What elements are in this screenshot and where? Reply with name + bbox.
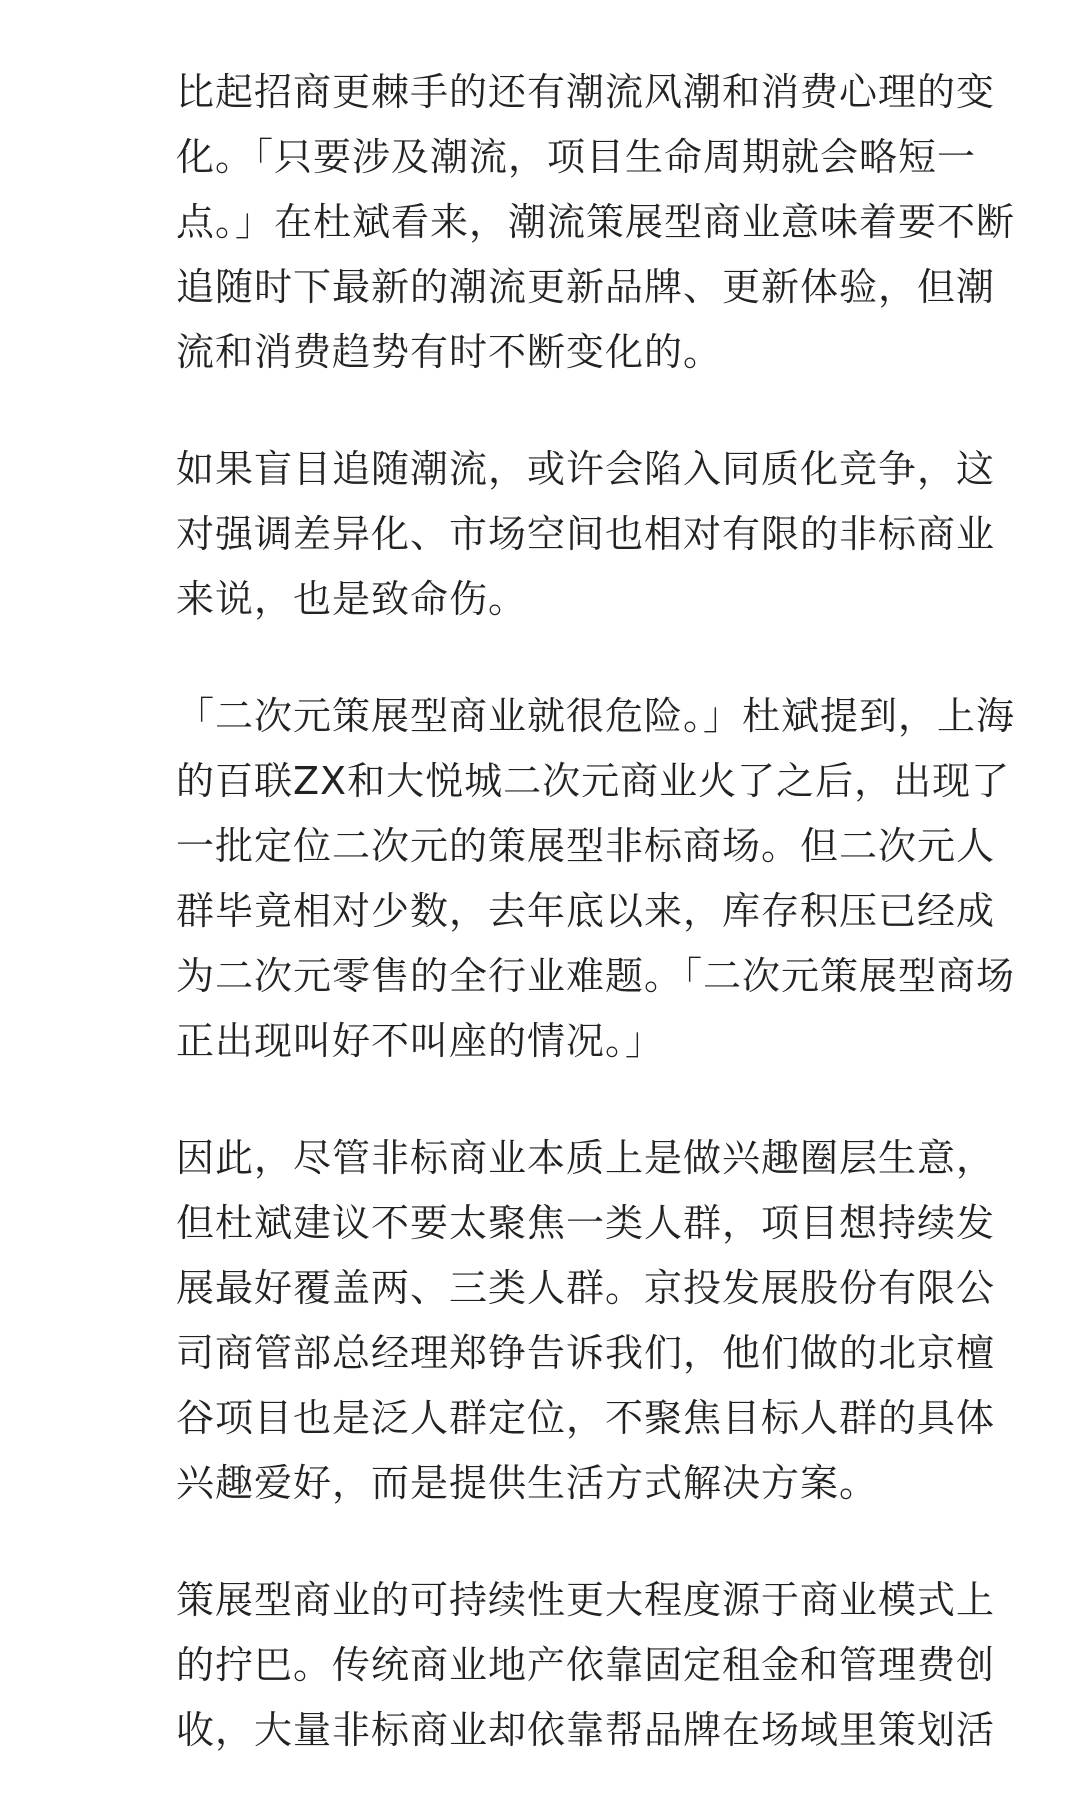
article-paragraph: 策展型商业的可持续性更大程度源于商业模式上的拧巴。传统商业地产依靠固定租金和管理费创收，大量非标商业却依靠帮品牌在场域里策划活: [176, 1578, 996, 1752]
article-paragraph: 「二次元策展型商业就很危险。」杜斌提到，上海的百联ZX和大悦城二次元商业火了之后，出现了一批定位二次元的策展型非标商场。但二次元人群毕竟相对少数，去年底以来，库存积压已经成为二次元零售的全行业难题。「二次元策展型商场正出现叫好不叫座的情况。」: [176, 694, 1016, 1063]
article-paragraph: 因此，尽管非标商业本质上是做兴趣圈层生意，但杜斌建议不要太聚焦一类人群，项目想持续发展最好覆盖两、三类人群。京投发展股份有限公司商管部总经理郑铮告诉我们，他们做的北京檀谷项目也是泛人群定位，不聚焦目标人群的具体兴趣爱好，而是提供生活方式解决方案。: [176, 1136, 996, 1505]
article-paragraph: 比起招商更棘手的还有潮流风潮和消费心理的变化。「只要涉及潮流，项目生命周期就会略短一点。」在杜斌看来，潮流策展型商业意味着要不断追随时下最新的潮流更新品牌、更新体验，但潮流和消费趋势有时不断变化的。: [176, 70, 1016, 374]
article-paragraph: 如果盲目追随潮流，或许会陷入同质化竞争，这对强调差异化、市场空间也相对有限的非标商业来说，也是致命伤。: [176, 447, 996, 621]
article-body: [176, 60, 1026, 1815]
